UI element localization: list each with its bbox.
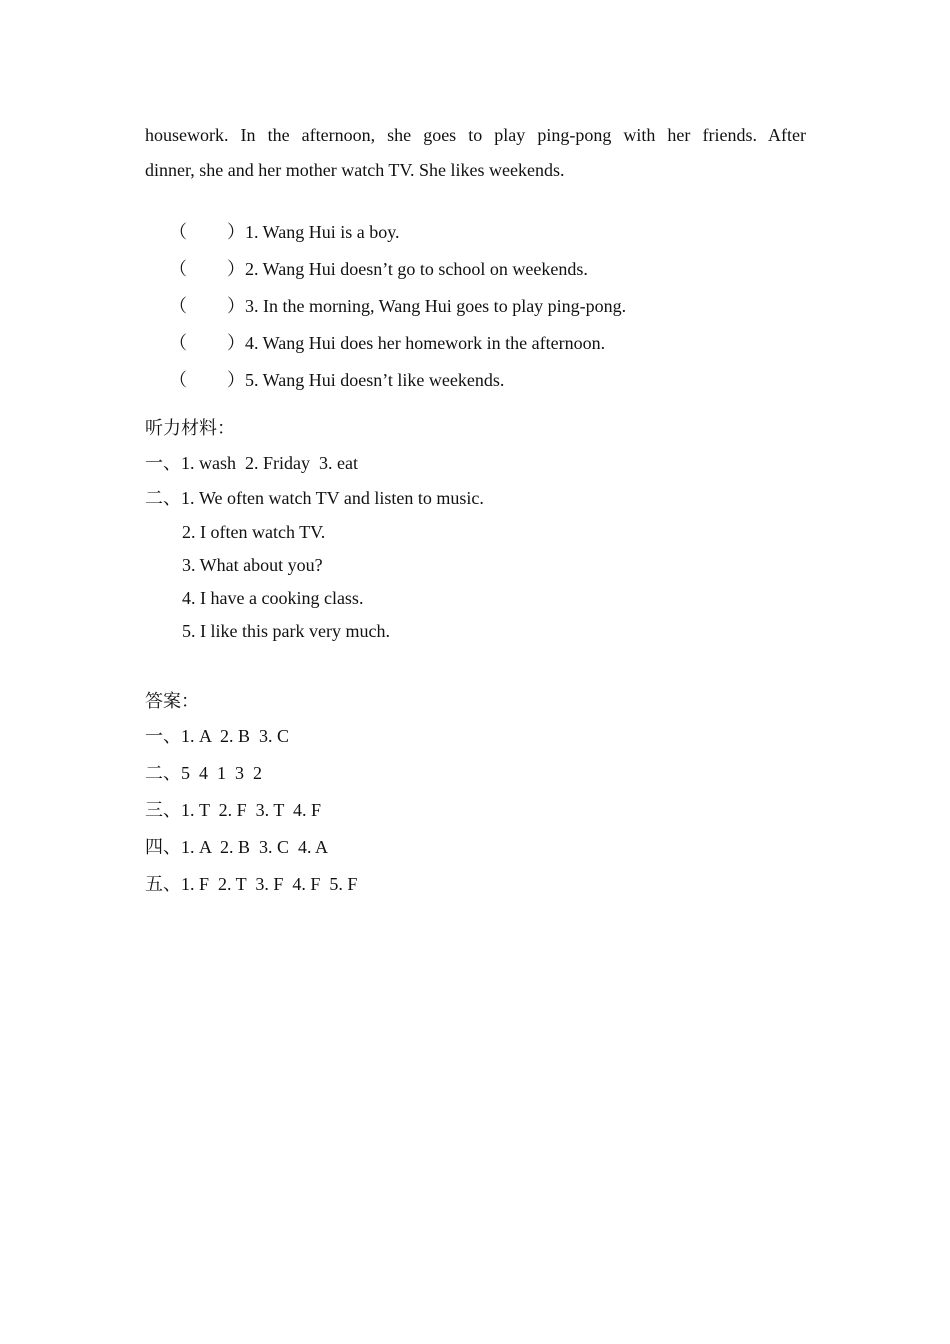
- answer-paren-close: ）: [227, 222, 245, 242]
- answers-part-4: 四、1. A 2. B 3. C 4. A: [145, 837, 329, 857]
- question-text: 2. Wang Hui doesn’t go to school on weekends.: [245, 259, 588, 279]
- answer-paren-close: ）: [227, 333, 245, 353]
- listening-part-2-item-3: 3. What about you?: [182, 555, 323, 575]
- listening-part-2-item-1: 二、1. We often watch TV and listen to music.: [145, 488, 484, 508]
- answer-paren-close: ）: [227, 259, 245, 279]
- question-text: 3. In the morning, Wang Hui goes to play ping-pong.: [245, 296, 627, 316]
- listening-part-2-item-2: 2. I often watch TV.: [182, 522, 326, 542]
- passage-paragraph: [145, 118, 806, 188]
- passage-line-2: dinner, she and her mother watch TV. She likes weekends.: [145, 160, 565, 180]
- answer-paren-open: （: [169, 370, 187, 390]
- answer-paren-open: （: [169, 333, 187, 353]
- answer-paren-open: （: [169, 259, 187, 279]
- answers-part-3: 三、1. T 2. F 3. T 4. F: [145, 800, 322, 820]
- listening-part-2-item-4: 4. I have a cooking class.: [182, 588, 364, 608]
- answer-paren-close: ）: [227, 370, 245, 390]
- question-text: 4. Wang Hui does her homework in the afternoon.: [245, 333, 606, 353]
- answer-paren-open: （: [169, 296, 187, 316]
- listening-part-1: 一、1. wash 2. Friday 3. eat: [145, 453, 358, 473]
- question-text: 1. Wang Hui is a boy.: [245, 222, 400, 242]
- question-text: 5. Wang Hui doesn’t like weekends.: [245, 370, 505, 390]
- answers-part-2: 二、5 4 1 3 2: [145, 763, 262, 783]
- answer-paren-close: ）: [227, 296, 245, 316]
- passage-line-1: housework. In the afternoon, she goes to play ping-pong with her friends. After: [145, 125, 806, 145]
- listening-heading: 听力材料：: [145, 418, 235, 438]
- tf-question-5: [145, 344, 504, 416]
- listening-part-2-item-5: 5. I like this park very much.: [182, 621, 390, 641]
- answers-part-5: 五、1. F 2. T 3. F 4. F 5. F: [145, 874, 358, 894]
- answer-paren-open: （: [169, 222, 187, 242]
- answers-heading: 答案：: [145, 691, 199, 711]
- answers-part-1: 一、1. A 2. B 3. C: [145, 726, 290, 746]
